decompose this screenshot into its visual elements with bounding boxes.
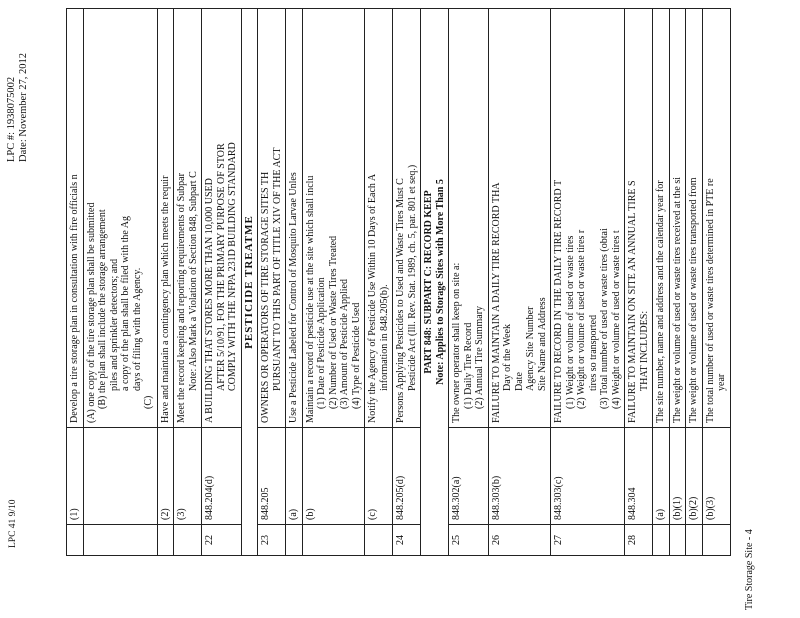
row-number: 25	[449, 525, 489, 556]
requirement-text	[258, 9, 286, 428]
regulation-citation: 848.205(d)	[393, 428, 421, 525]
row-number	[686, 525, 703, 556]
requirement-line: FAILURE TO MAINTAIN A DAILY TIRE RECORD THA	[490, 182, 502, 423]
regulation-citation: (a)	[653, 428, 670, 525]
requirement-line: THAT INCLUDES:	[638, 310, 650, 391]
inspection-table	[66, 8, 731, 556]
requirement-line: A BUILDING THAT STORES MORE THAN 10,000 USED	[204, 178, 215, 423]
row-number	[653, 525, 670, 556]
table-row	[67, 9, 84, 556]
regulation-citation: (b)(1)	[669, 428, 686, 525]
table-row	[488, 9, 551, 556]
row-number	[67, 525, 84, 556]
requirement-text: The weight or volume of used or waste tires transported from	[686, 9, 703, 428]
section-title	[241, 9, 258, 556]
page-footer: Tire Storage Site - 4	[744, 529, 755, 610]
requirement-line: (3) Total number of used or waste tires (obtai	[599, 228, 610, 409]
requirement-line: AFTER 5/10/91, FOR THE PRIMARY PURPOSE OF STOR	[215, 143, 227, 391]
requirement-line: Agency Site Number	[525, 306, 536, 391]
document-date: Date: November 27, 2012	[18, 52, 29, 162]
table-row	[157, 9, 174, 556]
regulation-citation	[83, 428, 157, 525]
requirement-text	[702, 9, 730, 428]
requirement-line: Note: Also Mark a Violation of Section 848, Subpart C	[187, 171, 199, 391]
section-title-text: PESTICIDE TREATME	[241, 9, 258, 556]
table-row	[202, 9, 242, 556]
row-number	[669, 525, 686, 556]
requirement-line: Meet the record keeping and reporting requirements of Subpar	[176, 173, 187, 423]
requirement-text	[174, 9, 202, 428]
row-number	[174, 525, 202, 556]
requirement-text	[449, 9, 489, 428]
table-row	[551, 9, 625, 556]
requirement-text	[302, 9, 365, 428]
requirement-line: a copy of the plan shall be filed with the Ag	[120, 216, 131, 391]
document-header	[6, 53, 30, 162]
requirement-line: (2) Annual Tire Summary	[474, 305, 485, 409]
regulation-citation: 848.303(c)	[551, 428, 625, 525]
requirement-line: Pesticide Act (Ill. Rev. Stat. 1989, ch. 5, par. 801 et seq.)	[406, 164, 418, 391]
requirement-text	[393, 9, 421, 428]
requirement-line: (3) Amount of Pesticide Applied	[339, 279, 350, 409]
requirement-line: The total number of used or waste tires determined in PTE re	[704, 178, 716, 423]
row-number	[286, 525, 303, 556]
regulation-citation: 848.302(a)	[449, 428, 489, 525]
row-number: 23	[258, 525, 286, 556]
regulation-citation: 848.204(d)	[202, 428, 242, 525]
regulation-citation: 848.205	[258, 428, 286, 525]
row-number	[702, 525, 730, 556]
form-code: LPC 41 9/10	[8, 499, 18, 548]
part-heading: PART 848: SUBPART C: RECORD KEEP	[423, 190, 434, 374]
row-number: 22	[202, 525, 242, 556]
requirement-line: (2) Number of Used or Waste Tires Treated	[327, 235, 339, 409]
table-row	[449, 9, 489, 556]
requirement-line: FAILURE TO RECORD IN THE DAILY TIRE RECORD T	[553, 179, 564, 423]
requirement-line: Notify the Agency of Pesticide Use Within 10 Days of Each A	[367, 173, 378, 423]
requirement-text	[551, 9, 625, 428]
table-row	[286, 9, 303, 556]
requirement-line: (B) the plan shall include the storage arrangement	[97, 209, 108, 409]
requirement-text: The site number, name and address and the calendar year for	[653, 9, 670, 428]
table-row	[686, 9, 703, 556]
table-row	[258, 9, 286, 556]
requirement-line: information in 848.205(b).	[378, 284, 390, 391]
requirement-line: COMPLY WITH THE NFPA 231D BUILDING STANDARD	[227, 142, 238, 391]
requirement-line: (1) Weight or volume of used or waste tires	[564, 235, 576, 409]
table-row	[365, 9, 393, 556]
requirement-line: Site Name and Address	[536, 297, 548, 391]
row-number: 26	[488, 525, 551, 556]
requirement-text: The weight or volume of used or waste tires received at the si	[669, 9, 686, 428]
requirement-text: Use a Pesticide Labeled for Control of Mosquito Larvae Unles	[286, 9, 303, 428]
requirement-line: (4) Type of Pesticide Used	[350, 302, 362, 409]
lpc-number: LPC #: 1938075002	[6, 76, 17, 162]
row-number: 27	[551, 525, 625, 556]
requirement-line: Persons Applying Pesticides to Used and Waste Tires Must C	[395, 178, 406, 423]
requirement-line: (2) Weight or volume of used or waste tires r	[576, 229, 587, 409]
regulation-citation: (1)	[67, 428, 84, 525]
table-row	[174, 9, 202, 556]
requirement-line: The owner operator shall keep on site a:	[451, 262, 462, 423]
table-row	[653, 9, 670, 556]
regulation-citation: (c)	[365, 428, 393, 525]
requirement-line: days of filing with the Agency.	[131, 267, 143, 391]
requirement-text	[202, 9, 242, 428]
row-number: 24	[393, 525, 421, 556]
table-row	[625, 9, 653, 556]
requirement-line: PURSUANT TO THIS PART OF TITLE XIV OF THE ACT	[271, 147, 283, 391]
regulation-citation: (2)	[157, 428, 174, 525]
regulation-citation: (b)(3)	[702, 428, 730, 525]
row-number	[83, 525, 157, 556]
table-row	[702, 9, 730, 556]
table-row	[393, 9, 421, 556]
part-title-cell	[421, 9, 449, 556]
requirement-line: Date	[513, 372, 525, 391]
requirement-text: Develop a tire storage plan in consultation with fire officials n	[67, 9, 84, 428]
requirement-line: (A) one copy of the tire storage plan shall be submitted	[85, 202, 97, 423]
requirement-text	[365, 9, 393, 428]
requirement-line: OWNERS OR OPERATORS OF TIRE STORAGE SITES TH	[260, 171, 271, 423]
row-number	[157, 525, 174, 556]
regulation-citation: (b)	[302, 428, 365, 525]
requirement-line: piles and sprinkler detectors; and	[108, 258, 120, 391]
regulation-citation: 848.304	[625, 428, 653, 525]
requirement-line: Maintain a record of pesticide use at the site which shall inclu	[304, 175, 316, 423]
table-row	[302, 9, 365, 556]
table-row	[669, 9, 686, 556]
requirement-line: (C)	[143, 395, 154, 409]
requirement-line: FAILURE TO MAINTAIN ON SITE AN ANNUAL TIRE S	[627, 180, 638, 423]
row-number	[302, 525, 365, 556]
regulation-citation: 848.303(b)	[488, 428, 551, 525]
row-number	[365, 525, 393, 556]
requirement-text: Have and maintain a contingency plan which meets the requir	[157, 9, 174, 428]
regulation-citation: (b)(2)	[686, 428, 703, 525]
requirement-text	[625, 9, 653, 428]
row-number: 28	[625, 525, 653, 556]
part-title	[421, 9, 449, 556]
requirement-line: Day of the Week	[502, 323, 513, 391]
part-note: Note: Applies to Storage Sites with More Than 5	[434, 179, 446, 385]
requirement-text	[83, 9, 157, 428]
requirement-line: year	[716, 373, 727, 391]
requirement-line: (1) Daily Tire Record	[462, 322, 474, 409]
regulation-citation: (3)	[174, 428, 202, 525]
table-row	[83, 9, 157, 556]
regulation-citation: (a)	[286, 428, 303, 525]
requirement-text	[488, 9, 551, 428]
requirement-line: (4) Weight or volume of used or waste tires t	[610, 230, 622, 409]
requirement-line: (1) Date of Pesticide Application	[316, 277, 327, 409]
requirement-line: tires so transported	[587, 314, 599, 391]
